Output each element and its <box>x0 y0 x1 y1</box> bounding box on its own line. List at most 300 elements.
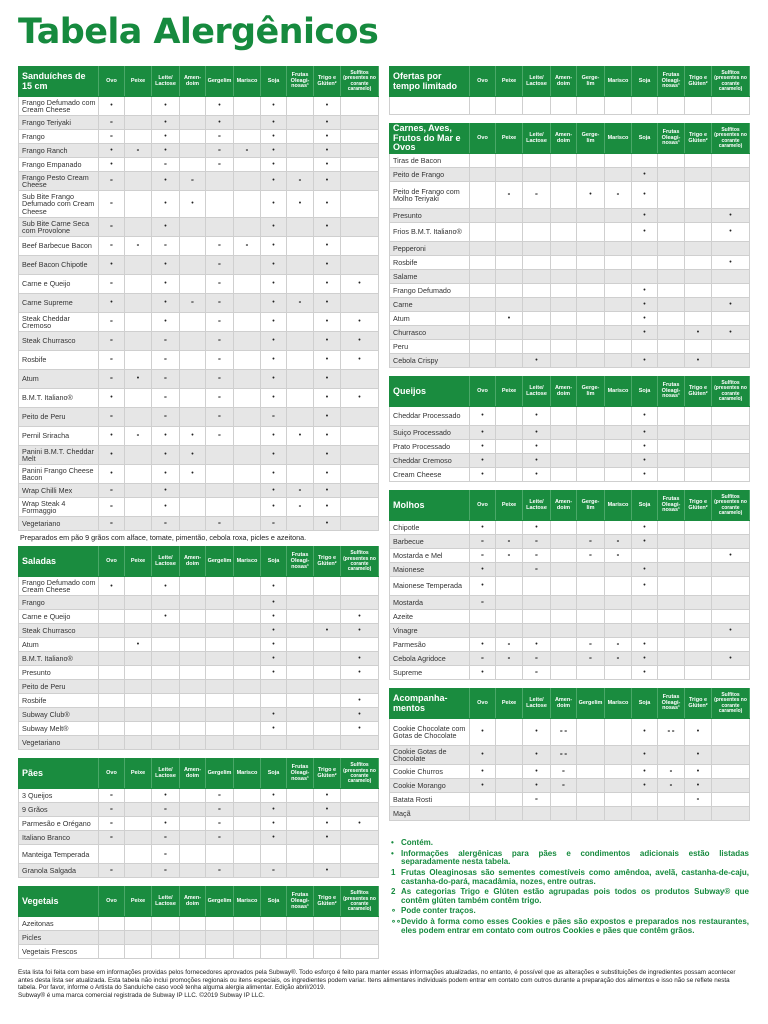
empty-cell <box>523 154 551 168</box>
trace-marker: ∘ <box>152 803 180 817</box>
empty-cell <box>341 736 379 750</box>
item-name: Sub Bite Carne Seca com Provolone <box>19 218 99 237</box>
trace-marker: ∘ <box>125 427 152 446</box>
empty-cell <box>685 468 712 482</box>
empty-cell <box>577 97 605 115</box>
contains-marker: • <box>314 864 341 878</box>
trace-marker: ∘ <box>261 408 287 427</box>
trace-marker: ∘ <box>206 351 234 370</box>
table-row <box>19 596 379 610</box>
empty-cell <box>125 577 152 596</box>
column-header: Peixe <box>496 67 523 97</box>
item-name: Maionese <box>390 563 470 577</box>
item-name: Pernil Sriracha <box>19 427 99 446</box>
item-name: Azeitonas <box>19 917 99 931</box>
empty-cell <box>152 666 180 680</box>
contains-marker: • <box>180 446 206 465</box>
empty-cell <box>152 931 180 945</box>
table-row <box>19 256 379 275</box>
empty-cell <box>234 803 261 817</box>
empty-cell <box>341 408 379 427</box>
contains-marker: • <box>314 465 341 484</box>
legend-symbol: 1 <box>391 867 396 877</box>
empty-cell <box>234 130 261 144</box>
table-row <box>390 340 750 354</box>
item-name: Rosbife <box>19 694 99 708</box>
empty-cell <box>658 284 685 298</box>
empty-cell <box>125 498 152 517</box>
trace-marker: ∘ <box>206 256 234 275</box>
table-row <box>390 793 750 807</box>
empty-cell <box>470 256 496 270</box>
contains-marker: • <box>470 577 496 596</box>
empty-cell <box>658 746 685 765</box>
table-row <box>19 427 379 446</box>
contains-marker: • <box>314 831 341 845</box>
contains-marker: • <box>685 326 712 340</box>
empty-cell <box>180 370 206 389</box>
empty-cell <box>605 577 632 596</box>
item-name: Frango <box>19 596 99 610</box>
trace-marker: ∘ <box>496 182 523 209</box>
item-name: Carne e Queijo <box>19 275 99 294</box>
table-row <box>19 610 379 624</box>
column-header: Trigo e Glúten² <box>685 689 712 719</box>
item-name: Maçã <box>390 807 470 821</box>
empty-cell <box>341 864 379 878</box>
legend-item <box>391 839 749 848</box>
empty-cell <box>605 454 632 468</box>
empty-cell <box>125 931 152 945</box>
item-name: Frango Empanado <box>19 158 99 172</box>
allergen-table-carnes-aves-frutos-do-mar-e-ovos <box>389 123 750 368</box>
empty-cell <box>180 817 206 831</box>
legend-item <box>391 888 749 905</box>
trace-marker: ∘ <box>234 237 261 256</box>
contains-marker: • <box>712 652 750 666</box>
empty-cell <box>632 256 658 270</box>
column-header: Frutas Oleagi- nosas¹ <box>287 547 314 577</box>
empty-cell <box>180 130 206 144</box>
empty-cell <box>314 577 341 596</box>
contains-marker: • <box>470 440 496 454</box>
empty-cell <box>287 465 314 484</box>
empty-cell <box>712 719 750 746</box>
empty-cell <box>152 722 180 736</box>
contains-marker: • <box>523 638 551 652</box>
section-title: Sanduíches de 15 cm <box>19 67 99 97</box>
empty-cell <box>605 746 632 765</box>
table-row <box>19 652 379 666</box>
contains-marker: • <box>261 831 287 845</box>
contains-marker: • <box>341 624 379 638</box>
empty-cell <box>712 312 750 326</box>
empty-cell <box>206 708 234 722</box>
trace-marker: ∘ <box>99 789 125 803</box>
empty-cell <box>152 708 180 722</box>
empty-cell <box>496 563 523 577</box>
empty-cell <box>287 116 314 130</box>
table-row <box>19 864 379 878</box>
contains-marker: • <box>314 817 341 831</box>
empty-cell <box>712 779 750 793</box>
item-name: Tiras de Bacon <box>390 154 470 168</box>
empty-cell <box>261 945 287 959</box>
empty-cell <box>551 577 577 596</box>
empty-cell <box>632 242 658 256</box>
empty-cell <box>287 624 314 638</box>
empty-cell <box>180 845 206 864</box>
empty-cell <box>341 845 379 864</box>
empty-cell <box>125 708 152 722</box>
trace-marker: ∘ <box>206 789 234 803</box>
empty-cell <box>712 270 750 284</box>
empty-cell <box>658 468 685 482</box>
contains-marker: • <box>314 275 341 294</box>
contains-marker: • <box>470 563 496 577</box>
item-name: Cookie Gotas de Chocolate <box>390 746 470 765</box>
table-row <box>390 298 750 312</box>
empty-cell <box>152 652 180 666</box>
table-row <box>390 638 750 652</box>
empty-cell <box>577 440 605 454</box>
empty-cell <box>287 130 314 144</box>
empty-cell <box>314 680 341 694</box>
empty-cell <box>180 708 206 722</box>
contains-marker: • <box>99 577 125 596</box>
item-name: B.M.T. Italiano® <box>19 389 99 408</box>
empty-cell <box>180 638 206 652</box>
table-row <box>19 817 379 831</box>
empty-cell <box>577 256 605 270</box>
trace-marker: ∘ <box>470 596 496 610</box>
empty-cell <box>551 610 577 624</box>
contains-marker: • <box>314 158 341 172</box>
empty-cell <box>341 917 379 931</box>
empty-cell <box>470 168 496 182</box>
contains-marker: • <box>470 638 496 652</box>
column-header: Trigo e Glúten² <box>685 377 712 407</box>
trace-marker: ∘ <box>287 294 314 313</box>
table-row <box>19 666 379 680</box>
column-header: Sulfitos (presentes no corante caramelo) <box>712 491 750 521</box>
trace-marker: ∘ <box>99 116 125 130</box>
contains-marker: • <box>341 666 379 680</box>
empty-cell <box>125 484 152 498</box>
item-name: Atum <box>19 370 99 389</box>
empty-cell <box>234 722 261 736</box>
table-row <box>19 237 379 256</box>
empty-cell <box>234 638 261 652</box>
contains-marker: • <box>523 468 551 482</box>
legend-text: Pode conter traços. <box>401 906 476 916</box>
contains-marker: • <box>685 765 712 779</box>
table-row <box>390 807 750 821</box>
section-title: Vegetais <box>19 887 99 917</box>
empty-cell <box>206 917 234 931</box>
column-header: Sulfitos (presentes no corante caramelo) <box>341 887 379 917</box>
contains-marker: • <box>287 191 314 218</box>
contains-marker: • <box>152 97 180 116</box>
empty-cell <box>685 223 712 242</box>
empty-cell <box>314 610 341 624</box>
empty-cell <box>287 680 314 694</box>
item-name: Panini B.M.T. Cheddar Melt <box>19 446 99 465</box>
contains-marker: • <box>314 427 341 446</box>
empty-cell <box>577 284 605 298</box>
table-row <box>390 454 750 468</box>
contains-marker: • <box>632 426 658 440</box>
empty-cell <box>685 535 712 549</box>
empty-cell <box>234 708 261 722</box>
empty-cell <box>551 326 577 340</box>
empty-cell <box>314 652 341 666</box>
empty-cell <box>125 408 152 427</box>
trace-marker: ∘ <box>206 313 234 332</box>
table-row <box>19 680 379 694</box>
empty-cell <box>234 256 261 275</box>
empty-cell <box>314 945 341 959</box>
empty-cell <box>470 298 496 312</box>
empty-cell <box>551 270 577 284</box>
contains-marker: • <box>152 446 180 465</box>
table-row <box>19 313 379 332</box>
empty-cell <box>470 312 496 326</box>
empty-cell <box>180 498 206 517</box>
section-title: Pães <box>19 759 99 789</box>
contains-marker: • <box>152 427 180 446</box>
empty-cell <box>341 97 379 116</box>
allergen-table-acompanha-mentos <box>389 688 750 821</box>
contains-marker: • <box>632 521 658 535</box>
empty-cell <box>551 652 577 666</box>
empty-cell <box>314 708 341 722</box>
contains-marker: • <box>261 144 287 158</box>
legend-symbol: 2 <box>391 887 396 897</box>
empty-cell <box>551 209 577 223</box>
empty-cell <box>341 256 379 275</box>
contains-marker: • <box>632 298 658 312</box>
empty-cell <box>605 468 632 482</box>
empty-cell <box>125 624 152 638</box>
legend-item <box>391 850 749 867</box>
empty-cell <box>287 351 314 370</box>
empty-cell <box>341 638 379 652</box>
empty-cell <box>206 638 234 652</box>
column-header: Ovo <box>99 887 125 917</box>
empty-cell <box>551 535 577 549</box>
item-name: Suiço Processado <box>390 426 470 440</box>
empty-cell <box>470 154 496 168</box>
empty-cell <box>234 294 261 313</box>
column-header: Frutas Oleagi- nosas¹ <box>658 491 685 521</box>
empty-cell <box>523 312 551 326</box>
contains-marker: • <box>685 354 712 368</box>
contains-marker: • <box>99 446 125 465</box>
allergen-table-sanduiches-de-15-cm <box>18 66 379 531</box>
contains-marker: • <box>685 746 712 765</box>
empty-cell <box>206 191 234 218</box>
trace-marker: ∘ <box>551 765 577 779</box>
item-name: Mostarda <box>390 596 470 610</box>
contains-marker: • <box>261 116 287 130</box>
item-name: Cookie Morango <box>390 779 470 793</box>
empty-cell <box>577 521 605 535</box>
trace-marker: ∘ <box>99 313 125 332</box>
column-header: Amen- doim <box>551 124 577 154</box>
table-row <box>19 116 379 130</box>
contains-marker: • <box>261 803 287 817</box>
empty-cell <box>577 610 605 624</box>
empty-cell <box>234 408 261 427</box>
empty-cell <box>577 354 605 368</box>
empty-cell <box>605 765 632 779</box>
contains-marker: • <box>152 498 180 517</box>
empty-cell <box>470 624 496 638</box>
trace-marker: ∘ <box>551 779 577 793</box>
contains-marker: • <box>180 191 206 218</box>
table-row <box>390 182 750 209</box>
item-name: Cebola Crispy <box>390 354 470 368</box>
empty-cell <box>496 454 523 468</box>
empty-cell <box>180 389 206 408</box>
empty-cell <box>234 577 261 596</box>
empty-cell <box>605 807 632 821</box>
contains-marker: • <box>261 722 287 736</box>
empty-cell <box>551 521 577 535</box>
column-header: Ovo <box>99 547 125 577</box>
contains-marker: • <box>314 389 341 408</box>
contains-marker: • <box>261 624 287 638</box>
empty-cell <box>496 354 523 368</box>
empty-cell <box>234 680 261 694</box>
empty-cell <box>685 407 712 426</box>
empty-cell <box>341 465 379 484</box>
empty-cell <box>551 312 577 326</box>
table-row <box>390 168 750 182</box>
trace-marker: ∘ <box>206 817 234 831</box>
table-row <box>390 97 750 115</box>
empty-cell <box>712 407 750 426</box>
table-row <box>390 535 750 549</box>
column-header: Amen- doim <box>180 759 206 789</box>
table-row <box>390 270 750 284</box>
empty-cell <box>605 426 632 440</box>
trace-marker: ∘ <box>99 517 125 531</box>
trace-marker: ∘ <box>206 803 234 817</box>
empty-cell <box>577 407 605 426</box>
empty-cell <box>551 454 577 468</box>
empty-cell <box>287 408 314 427</box>
contains-marker: • <box>523 407 551 426</box>
empty-cell <box>551 242 577 256</box>
empty-cell <box>341 427 379 446</box>
empty-cell <box>577 765 605 779</box>
column-header: Marisco <box>605 124 632 154</box>
empty-cell <box>206 722 234 736</box>
trace-marker: ∘∘ <box>551 746 577 765</box>
trace-marker: ∘ <box>523 182 551 209</box>
trace-marker: ∘ <box>577 535 605 549</box>
contains-marker: • <box>470 779 496 793</box>
empty-cell <box>605 256 632 270</box>
empty-cell <box>125 130 152 144</box>
item-name: Picles <box>19 931 99 945</box>
empty-cell <box>658 168 685 182</box>
column-header: Trigo e Glúten² <box>314 887 341 917</box>
trace-marker: ∘ <box>125 237 152 256</box>
empty-cell <box>658 326 685 340</box>
empty-cell <box>496 807 523 821</box>
trace-marker: ∘ <box>234 144 261 158</box>
column-header: Ovo <box>470 67 496 97</box>
contains-marker: • <box>314 351 341 370</box>
empty-cell <box>180 158 206 172</box>
empty-cell <box>470 354 496 368</box>
contains-marker: • <box>261 638 287 652</box>
empty-cell <box>99 638 125 652</box>
item-name: Prato Processado <box>390 440 470 454</box>
empty-cell <box>685 97 712 115</box>
empty-cell <box>551 666 577 680</box>
empty-cell <box>234 666 261 680</box>
empty-cell <box>605 298 632 312</box>
empty-cell <box>125 116 152 130</box>
empty-cell <box>605 563 632 577</box>
empty-cell <box>551 426 577 440</box>
empty-cell <box>496 577 523 596</box>
empty-cell <box>341 158 379 172</box>
contains-marker: • <box>314 789 341 803</box>
contains-marker: • <box>261 817 287 831</box>
empty-cell <box>125 596 152 610</box>
column-header: Marisco <box>605 67 632 97</box>
item-name: Supreme <box>390 666 470 680</box>
contains-marker: • <box>261 610 287 624</box>
table-row <box>390 596 750 610</box>
contains-marker: • <box>632 209 658 223</box>
item-name: Subway Club® <box>19 708 99 722</box>
empty-cell <box>712 807 750 821</box>
empty-cell <box>605 354 632 368</box>
empty-cell <box>341 370 379 389</box>
item-name: Italiano Branco <box>19 831 99 845</box>
legend-symbol: ∘ <box>391 906 397 916</box>
column-header: Frutas Oleagi- nosas¹ <box>658 67 685 97</box>
trace-marker: ∘ <box>470 549 496 563</box>
contains-marker: • <box>261 666 287 680</box>
table-row <box>19 736 379 750</box>
trace-marker: ∘∘ <box>658 719 685 746</box>
contains-marker: • <box>99 97 125 116</box>
empty-cell <box>470 340 496 354</box>
item-name: Peito de Peru <box>19 680 99 694</box>
empty-cell <box>632 807 658 821</box>
trace-marker: ∘ <box>152 864 180 878</box>
contains-marker: • <box>470 468 496 482</box>
empty-cell <box>605 407 632 426</box>
table-row <box>390 549 750 563</box>
empty-cell <box>287 144 314 158</box>
empty-cell <box>287 577 314 596</box>
empty-cell <box>99 666 125 680</box>
empty-cell <box>685 340 712 354</box>
column-header: Leite/ Lactose <box>523 124 551 154</box>
empty-cell <box>206 610 234 624</box>
column-header: Amen- doim <box>551 67 577 97</box>
empty-cell <box>125 313 152 332</box>
empty-cell <box>180 666 206 680</box>
